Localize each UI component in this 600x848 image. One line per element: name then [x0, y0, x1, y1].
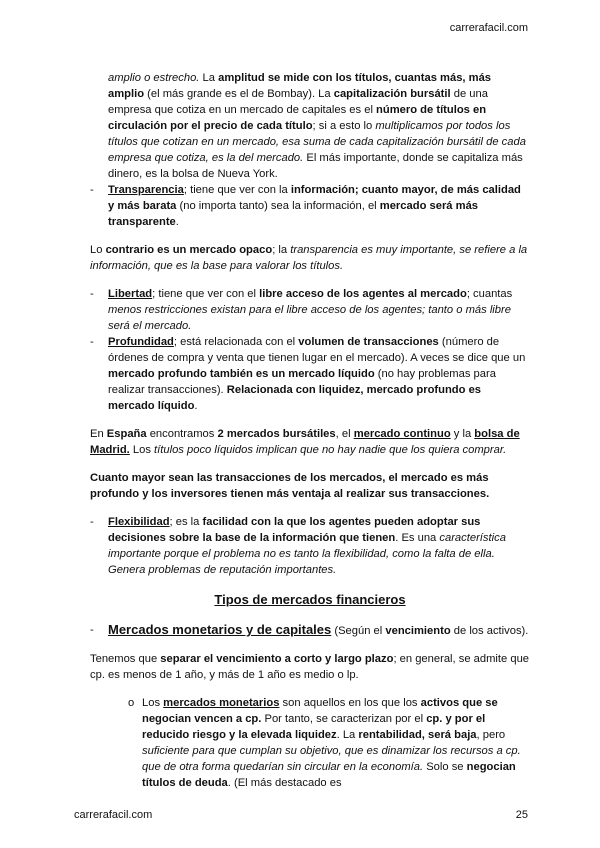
- text-fragment: (el más grande es el de Bombay). La: [144, 88, 334, 100]
- text-fragment: , pero: [476, 729, 506, 741]
- text-fragment: mercados monetarios: [163, 697, 280, 709]
- text-fragment: ; tiene que ver con la: [183, 184, 291, 196]
- text-fragment: 2 mercados bursátiles: [217, 428, 336, 440]
- text-fragment: de los activos).: [450, 625, 529, 637]
- text-fragment: .: [194, 400, 198, 412]
- bullet-circle: o: [128, 697, 135, 709]
- text-fragment: , el: [335, 428, 354, 440]
- text-fragment: ; es la: [169, 516, 203, 528]
- text-fragment: . La: [336, 729, 359, 741]
- paragraph-amplitud: [90, 70, 530, 182]
- text-fragment: España: [106, 428, 147, 440]
- text-fragment: libre acceso de los agentes al mercado: [259, 288, 467, 300]
- text-fragment: (Según el: [331, 625, 386, 637]
- text-fragment: cp. y por el reducido riesgo y la elevada liquidez: [142, 713, 486, 741]
- term-profundidad: Profundidad: [108, 336, 174, 348]
- text-fragment: contrario es un mercado opaco: [105, 244, 273, 256]
- text-fragment: (no hay problemas para realizar transacciones).: [108, 368, 496, 396]
- text-fragment: transparencia es muy importante, se refiere a la información, que es la base para valorar los títulos.: [90, 244, 528, 272]
- paragraph-opaco: [90, 242, 530, 274]
- text-fragment: ; está relacionada con el: [173, 336, 299, 348]
- text-fragment: vencimiento: [385, 625, 451, 637]
- text-fragment: Relacionada con liquidez, mercado profundo es mercado líquido: [108, 384, 482, 412]
- text-fragment: son aquellos en los que los: [279, 697, 421, 709]
- text-fragment: títulos poco líquidos implican que no hay nadie que los quiera comprar.: [154, 444, 507, 456]
- text-fragment: rentabilidad, será baja: [358, 729, 477, 741]
- text-fragment: multiplicamos por todos los títulos que cotizan en un mercado, esa suma de cada capitalización bursátil de cada empresa que cotiza, es la del mercado.: [108, 120, 526, 164]
- header-site: carrerafacil.com: [449, 22, 528, 34]
- paragraph-vencimiento: [90, 651, 530, 683]
- list-dash: -: [90, 184, 94, 196]
- list-dash: -: [90, 624, 94, 636]
- document-body: [90, 70, 530, 791]
- term-libertad: Libertad: [108, 288, 153, 300]
- text-fragment: mercado continuo: [353, 428, 451, 440]
- text-fragment: negocian títulos de deuda: [142, 761, 516, 789]
- text-fragment: capitalización bursátil: [333, 88, 451, 100]
- list-dash: -: [90, 336, 94, 348]
- text-fragment: ; la: [272, 244, 291, 256]
- text-fragment: Solo se: [423, 761, 467, 773]
- list-item-mercados-monetarios-capitales: [90, 622, 530, 639]
- paragraph-transacciones: [90, 470, 530, 502]
- section-heading: Tipos de mercados financieros: [214, 592, 406, 607]
- text-fragment: información; cuanto mayor, de más calidad y más barata: [108, 184, 521, 212]
- text-fragment: Cuanto mayor sean las transacciones de los mercados, el mercado es más profundo y los inversores tienen más ventaja al realizar sus transacciones.: [90, 472, 490, 500]
- text-fragment: (no importa tanto) sea la información, el: [176, 200, 380, 212]
- text-fragment: Lo: [90, 244, 106, 256]
- text-fragment: ; tiene que ver con el: [152, 288, 260, 300]
- text-fragment: Los: [142, 697, 164, 709]
- text-fragment: número de títulos en circulación por el precio de cada título: [108, 104, 487, 132]
- text-fragment: y la: [450, 428, 475, 440]
- text-fragment: volumen de transacciones: [298, 336, 439, 348]
- text-fragment: El más importante, donde se capitaliza más dinero, es la bolsa de Nueva York.: [108, 152, 523, 180]
- text-fragment: encontramos: [146, 428, 218, 440]
- term-transparencia: Transparencia: [108, 184, 184, 196]
- text-fragment: . Es una: [395, 532, 440, 544]
- text-fragment: La: [199, 72, 219, 84]
- paragraph-espana: [90, 426, 530, 458]
- list-dash: -: [90, 516, 94, 528]
- text-fragment: suficiente para que cumplan su objetivo, que es dinamizar los recursos a cp. que de otra forma quedarían sin circular en la economía.: [142, 745, 521, 773]
- list-item-libertad: [90, 286, 530, 334]
- text-fragment: separar el vencimiento a corto y largo plazo: [160, 653, 394, 665]
- text-fragment: . (El más destacado es: [227, 777, 342, 789]
- text-fragment: de una empresa que cotiza en un mercado de capitales es el: [108, 88, 488, 116]
- sub-item-mercados-monetarios: [90, 695, 530, 791]
- text-fragment: Los: [129, 444, 155, 456]
- footer-site: carrerafacil.com: [74, 809, 153, 821]
- term-flexibilidad: Flexibilidad: [108, 516, 170, 528]
- text-fragment: En: [90, 428, 107, 440]
- page-number: 25: [515, 809, 528, 821]
- text-fragment: menos restricciones existan para el libre acceso de los agentes; tanto o más libre será el mercado.: [108, 304, 511, 332]
- text-fragment: bolsa de Madrid.: [90, 428, 520, 456]
- list-item-profundidad: [90, 334, 530, 414]
- text-fragment: ; si a esto lo: [312, 120, 376, 132]
- text-fragment: ; cuantas: [466, 288, 513, 300]
- list-item-transparencia: [90, 182, 530, 230]
- list-dash: -: [90, 288, 94, 300]
- text-fragment: mercado profundo también es un mercado líquido: [108, 368, 375, 380]
- text-fragment: Tenemos que: [90, 653, 161, 665]
- text-fragment: amplitud se mide con los títulos, cuantas más, más amplio: [108, 72, 492, 100]
- list-item-flexibilidad: [90, 514, 530, 578]
- term-mercados: Mercados monetarios y de capitales: [108, 622, 332, 637]
- text-fragment: .: [175, 216, 179, 228]
- text-fragment: característica importante porque el problema no es tanto la flexibilidad, como la falta de ella. Genera problemas de reputación importantes.: [108, 532, 506, 576]
- text-fragment: (número de órdenes de compra y venta que tienen lugar en el mercado). A veces se dice que un: [108, 336, 526, 364]
- text-fragment: ; en general, se admite que cp. es menos de 1 año, y más de 1 año es medio o lp.: [90, 653, 530, 681]
- text-fragment: mercado será más transparente: [108, 200, 479, 228]
- text-fragment: amplio o estrecho.: [108, 72, 200, 84]
- text-fragment: facilidad con la que los agentes pueden adoptar sus decisiones sobre la base de la información que tienen: [108, 516, 481, 544]
- text-fragment: Por tanto, se caracterizan por el: [261, 713, 427, 725]
- text-fragment: activos que se negocian vencen a cp.: [142, 697, 498, 725]
